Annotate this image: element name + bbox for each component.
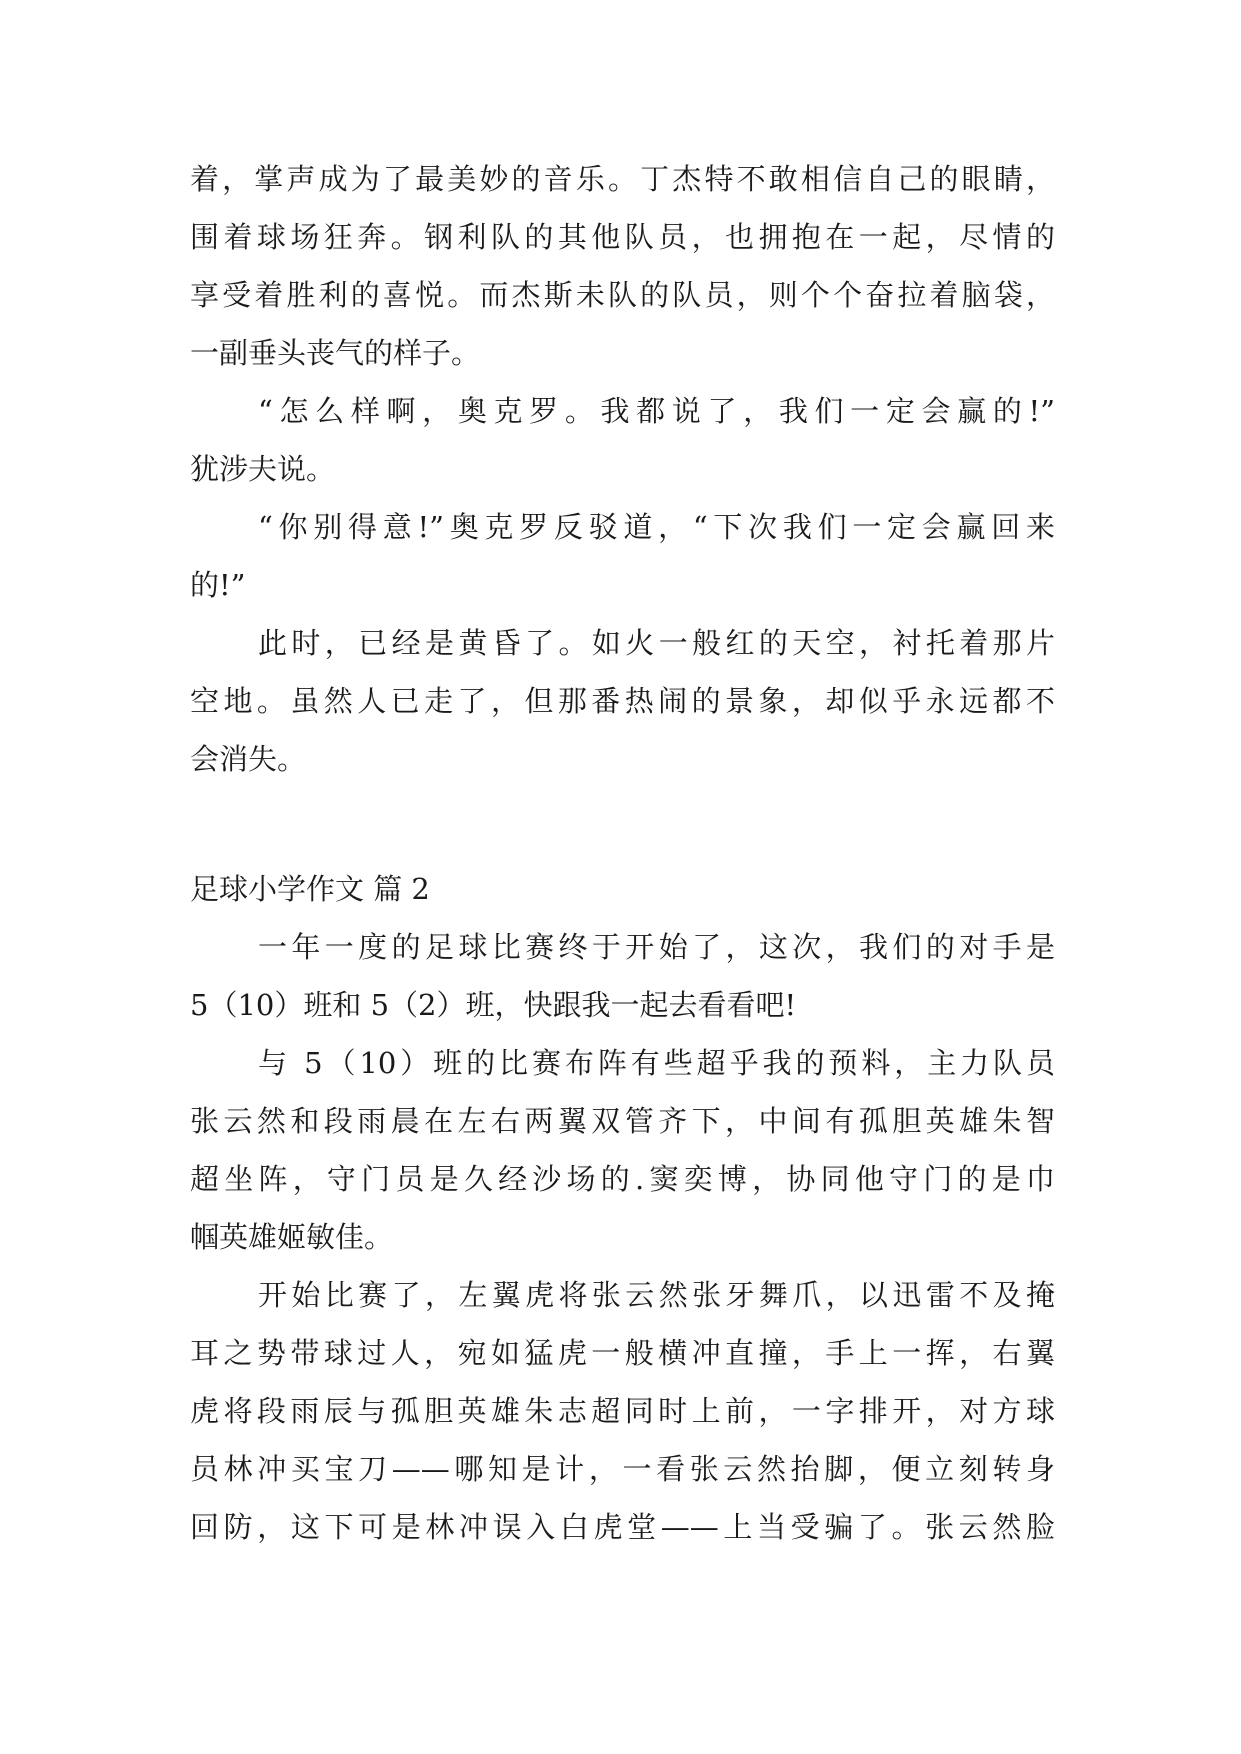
section-gap [190, 788, 1055, 860]
text-line: “你别得意!”奥克罗反驳道，“下次我们一定会赢回来 [258, 510, 1055, 544]
text-line: 开始比赛了，左翼虎将张云然张牙舞爪，以迅雷不及掩 [258, 1278, 1055, 1312]
paragraph-intro [190, 918, 1055, 1034]
text-line: 与 5（10）班的比赛布阵有些超乎我的预料，主力队员 [258, 1046, 1055, 1080]
paragraph-quote-1 [190, 382, 1055, 498]
text-line: 一年一度的足球比赛终于开始了，这次，我们的对手是 [258, 930, 1055, 964]
text-line: 犹涉夫说。 [190, 452, 336, 486]
text-line: 回防，这下可是林冲误入白虎堂——上当受骗了。张云然脸 [190, 1510, 1055, 1544]
paragraph-celebration [190, 150, 1055, 382]
text-line: 此时，已经是黄昏了。如火一般红的天空，衬托着那片 [258, 626, 1055, 660]
text-line: 超坐阵，守门员是久经沙场的.窦奕博，协同他守门的是巾 [190, 1162, 1055, 1196]
text-line: 员林冲买宝刀——哪知是计，一看张云然抬脚，便立刻转身 [190, 1452, 1055, 1486]
text-line: 一副垂头丧气的样子。 [190, 336, 481, 370]
text-line: 围着球场狂奔。钢利队的其他队员，也拥抱在一起，尽情的 [190, 220, 1055, 254]
text-line: 耳之势带球过人，宛如猛虎一般横冲直撞，手上一挥，右翼 [190, 1336, 1055, 1370]
text-line: 张云然和段雨晨在左右两翼双管齐下，中间有孤胆英雄朱智 [190, 1104, 1055, 1138]
text-line: 5（10）班和 5（2）班，快跟我一起去看看吧! [190, 988, 797, 1022]
document-page [190, 150, 1055, 1556]
paragraph-dusk [190, 614, 1055, 788]
text-line: 空地。虽然人已走了，但那番热闹的景象，却似乎永远都不 [190, 684, 1055, 718]
paragraph-lineup [190, 1034, 1055, 1266]
text-line: 的!” [190, 568, 246, 602]
text-line: 会消失。 [190, 742, 307, 776]
text-line: 享受着胜利的喜悦。而杰斯未队的队员，则个个奋拉着脑袋， [190, 278, 1055, 312]
text-line: 着，掌声成为了最美妙的音乐。丁杰特不敢相信自己的眼睛， [190, 162, 1055, 196]
text-line: “怎么样啊，奥克罗。我都说了，我们一定会赢的!” [258, 394, 1055, 428]
paragraph-quote-2 [190, 498, 1055, 614]
paragraph-match [190, 1266, 1055, 1556]
section-heading: 足球小学作文 篇 2 [190, 872, 430, 906]
text-line: 虎将段雨辰与孤胆英雄朱志超同时上前，一字排开，对方球 [190, 1394, 1055, 1428]
text-line: 帼英雄姬敏佳。 [190, 1220, 394, 1254]
